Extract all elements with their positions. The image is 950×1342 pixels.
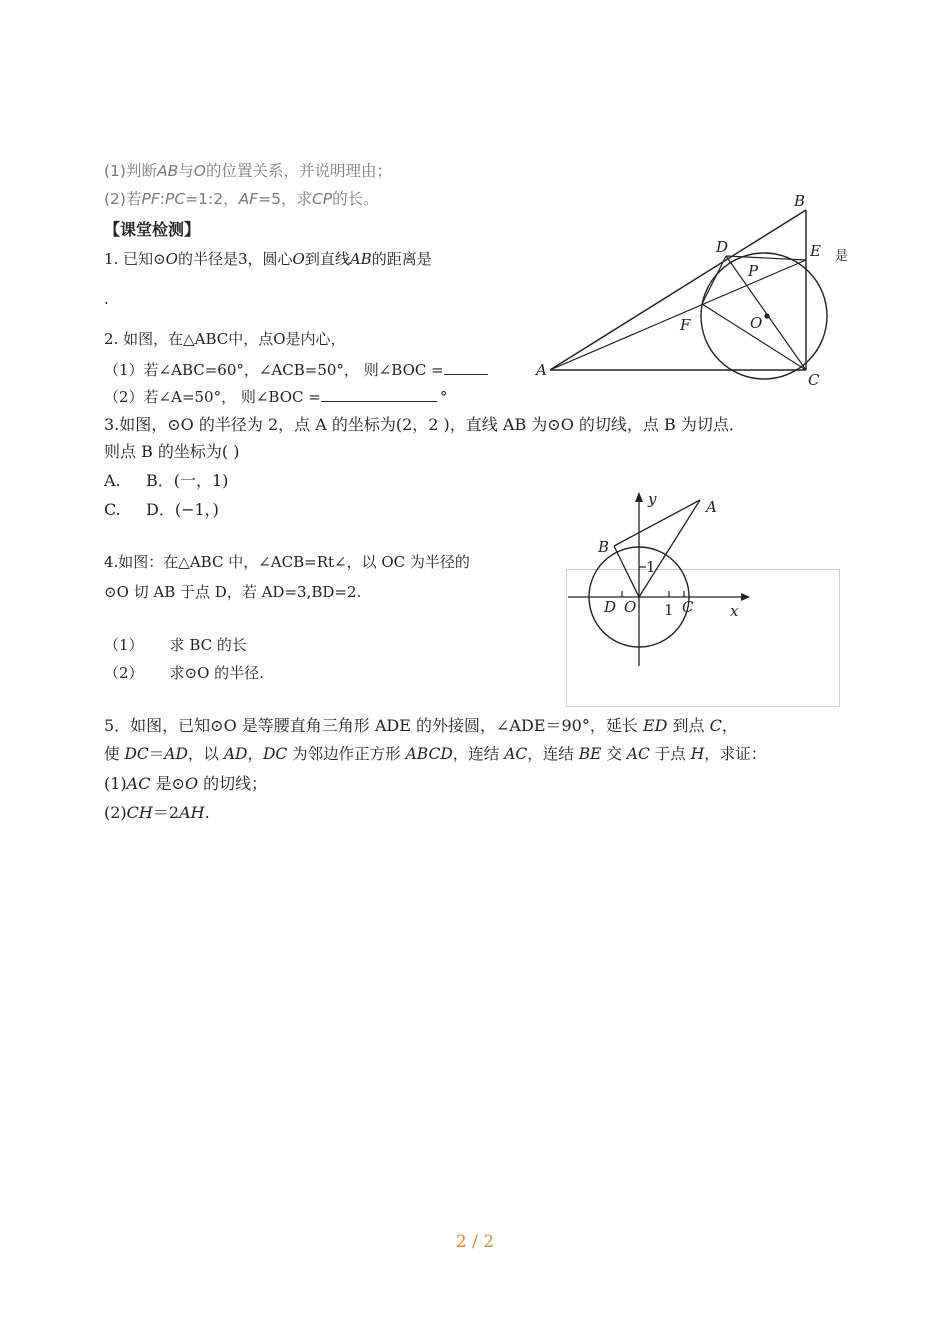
label-p: P xyxy=(748,262,759,280)
label-o: O xyxy=(624,598,637,616)
label-d: D xyxy=(716,238,729,256)
problem-1: 1. 已知⊙O的半径是3，圆心O到直线AB的距离是 xyxy=(104,250,432,268)
problem-1-dot: . xyxy=(104,290,109,308)
problem-4-sub-1: （1） 求 BC 的长 xyxy=(104,636,247,654)
line-df xyxy=(702,256,726,304)
label-c: C xyxy=(682,598,694,616)
option-b: B．(一，1) xyxy=(146,471,229,490)
problem-5-line-3: (1)AC 是⊙O 的切线； xyxy=(104,774,268,793)
label-e: E xyxy=(810,242,821,260)
prev-question-1: (1)判断AB与O的位置关系，并说明理由； xyxy=(104,162,392,180)
problem-4-line-2: ⊙O 切 AB 于点 D，若 AD=3,BD=2. xyxy=(104,583,362,601)
label-y: y xyxy=(648,490,657,508)
label-f: F xyxy=(680,316,691,334)
tick-x-1: 1 xyxy=(664,601,674,619)
problem-4-sub-2: （2） 求⊙O 的半径. xyxy=(104,664,264,682)
tick-y-1: 1 xyxy=(646,558,656,576)
figure-1-circle-tangent xyxy=(530,188,850,393)
problem-2-sub-1: （1）若∠ABC=60°，∠ACB=50°， 则∠BOC = xyxy=(104,360,488,378)
label-a: A xyxy=(706,498,717,516)
problem-3-line-2: 则点 B 的坐标为( ) xyxy=(104,442,240,461)
problem-4-line-1: 4.如图：在△ABC 中，∠ACB=Rt∠，以 OC 为半径的 xyxy=(104,553,470,571)
overflow-char: 是 xyxy=(835,249,849,264)
label-b: B xyxy=(598,538,610,556)
option-c: C. xyxy=(104,500,121,519)
problem-2-intro: 2. 如图，在△ABC中，点O是内心， xyxy=(104,330,346,348)
label-c: C xyxy=(808,371,820,389)
label-b: B xyxy=(794,192,806,210)
label-d: D xyxy=(604,598,617,616)
answer-blank-2[interactable] xyxy=(321,387,437,402)
label-o: O xyxy=(750,314,763,332)
prev-question-2: (2)若PF:PC=1:2，AF=5，求CP的长。 xyxy=(104,190,379,208)
label-a: A xyxy=(536,361,547,379)
problem-2-sub-2: （2）若∠A=50°， 则∠BOC = ° xyxy=(104,388,448,406)
figure-2-coordinate xyxy=(560,488,760,668)
line-ab xyxy=(614,500,700,546)
label-x: x xyxy=(730,602,739,620)
problem-5-line-1: 5．如图，已知⊙O 是等腰直角三角形 ADE 的外接圆，∠ADE＝90°，延长 ED 到点 C， xyxy=(104,716,738,735)
problem-5-line-4: (2)CH＝2AH. xyxy=(104,803,210,822)
answer-blank-1[interactable] xyxy=(444,360,488,375)
problem-5-line-2: 使 DC＝AD，以 AD，DC 为邻边作正方形 ABCD，连结 AC，连结 BE 交 AC 于点 H，求证： xyxy=(104,745,767,763)
problem-3-line-1: 3.如图，⊙O 的半径为 2，点 A 的坐标为(2，2 )，直线 AB 为⊙O 的切线，点 B 为切点． xyxy=(104,415,745,434)
section-title: 【课堂检测】 xyxy=(104,220,201,239)
center-point xyxy=(764,313,769,318)
page-number: 2 / 2 xyxy=(455,1232,495,1252)
line-dc xyxy=(726,256,806,370)
option-d: D．(−1，) xyxy=(146,500,219,519)
option-a: A. xyxy=(104,471,121,490)
